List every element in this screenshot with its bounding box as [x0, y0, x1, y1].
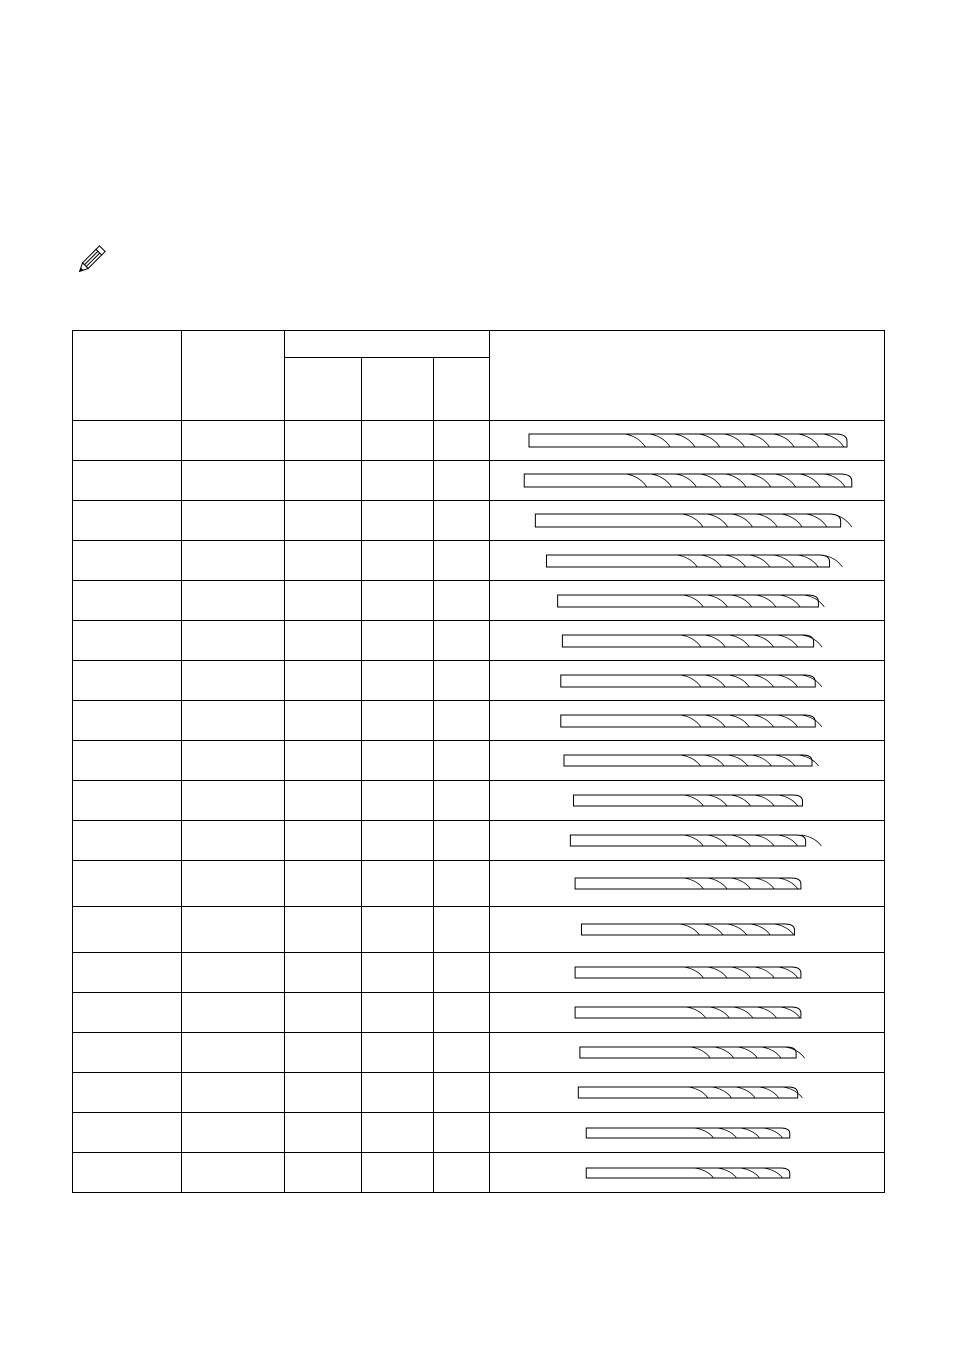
drill-bit-body [529, 434, 847, 447]
table-cell [434, 501, 490, 541]
table-cell [182, 781, 285, 821]
table-row [73, 461, 885, 501]
table-cell [73, 907, 182, 953]
table-cell [73, 861, 182, 907]
table-cell [434, 421, 490, 461]
drill-bit-body [578, 1087, 797, 1098]
drill-bit-cell [490, 701, 885, 741]
drill-bit-body [570, 835, 805, 846]
table-cell [182, 907, 285, 953]
table-row [73, 1113, 885, 1153]
table-cell [434, 1073, 490, 1113]
drill-bit-cell [490, 861, 885, 907]
drill-bit-cell [490, 461, 885, 501]
drill-bit-icon [490, 1113, 884, 1152]
table-row [73, 1073, 885, 1113]
drill-bit-body [586, 1128, 790, 1138]
column-subheader [362, 358, 434, 421]
drill-bit-cell [490, 907, 885, 953]
table-cell [362, 907, 434, 953]
drill-bit-icon [490, 461, 884, 500]
table-cell [182, 953, 285, 993]
table-cell [285, 1073, 362, 1113]
drill-bit-cell [490, 421, 885, 461]
table-cell [362, 621, 434, 661]
drill-bit-cell [490, 821, 885, 861]
drill-bit-body [535, 514, 840, 527]
table-cell [362, 1113, 434, 1153]
table-row [73, 861, 885, 907]
table-cell [73, 501, 182, 541]
table-cell [73, 701, 182, 741]
table-cell [182, 661, 285, 701]
drill-bit-cell [490, 661, 885, 701]
table-cell [362, 861, 434, 907]
drill-bit-cell [490, 993, 885, 1033]
table-cell [362, 781, 434, 821]
column-group-header [285, 331, 490, 358]
table-cell [362, 1033, 434, 1073]
table-cell [434, 907, 490, 953]
table-cell [434, 741, 490, 781]
drill-bit-icon [490, 501, 884, 540]
drill-bit-icon [490, 953, 884, 992]
table-cell [285, 1153, 362, 1193]
drill-bit-icon [490, 621, 884, 660]
table-cell [285, 541, 362, 581]
table-row [73, 993, 885, 1033]
table-cell [362, 993, 434, 1033]
table-cell [285, 1113, 362, 1153]
table-row [73, 541, 885, 581]
column-subheader [285, 358, 362, 421]
table-row [73, 1033, 885, 1073]
drill-bit-table [72, 330, 885, 1193]
drill-bit-icon [490, 907, 884, 952]
table-cell [182, 581, 285, 621]
drill-bit-cell [490, 581, 885, 621]
table-cell [182, 741, 285, 781]
table-row [73, 701, 885, 741]
table-cell [362, 953, 434, 993]
table-cell [182, 1073, 285, 1113]
column-subheader [434, 358, 490, 421]
drill-bit-cell [490, 781, 885, 821]
table-cell [362, 741, 434, 781]
table-cell [434, 701, 490, 741]
table-cell [182, 541, 285, 581]
table-cell [285, 581, 362, 621]
table-cell [182, 993, 285, 1033]
table-cell [73, 541, 182, 581]
drill-bit-icon [490, 661, 884, 700]
table-cell [182, 501, 285, 541]
column-header [73, 331, 182, 421]
drill-bit-cell [490, 953, 885, 993]
drill-bit-body [547, 555, 830, 567]
drill-bit-icon [490, 1033, 884, 1072]
table-cell [285, 861, 362, 907]
table-cell [434, 461, 490, 501]
table-cell [285, 781, 362, 821]
table-cell [73, 621, 182, 661]
table-row [73, 907, 885, 953]
table-row [73, 781, 885, 821]
table-cell [434, 621, 490, 661]
table-cell [73, 781, 182, 821]
table-cell [182, 421, 285, 461]
drill-bit-icon [490, 541, 884, 580]
drill-bit-body [581, 924, 794, 935]
table-cell [362, 821, 434, 861]
table-cell [182, 621, 285, 661]
table-row [73, 821, 885, 861]
table-cell [73, 1153, 182, 1193]
table-cell [73, 1073, 182, 1113]
table-cell [285, 461, 362, 501]
table-cell [362, 1073, 434, 1113]
table-cell [434, 541, 490, 581]
drill-bit-icon [490, 741, 884, 780]
table-cell [182, 821, 285, 861]
table-cell [73, 461, 182, 501]
table-cell [285, 741, 362, 781]
drill-bit-body [524, 474, 852, 487]
table-row [73, 581, 885, 621]
drill-bit-icon [490, 993, 884, 1032]
table-cell [434, 953, 490, 993]
drill-bit-icon [490, 1073, 884, 1112]
table-cell [182, 1153, 285, 1193]
drill-bit-cell [490, 621, 885, 661]
table-cell [434, 821, 490, 861]
table-cell [362, 421, 434, 461]
table-cell [362, 661, 434, 701]
table-cell [285, 1033, 362, 1073]
table-cell [434, 1113, 490, 1153]
table-cell [362, 541, 434, 581]
drill-bit-body [580, 1047, 796, 1058]
table-cell [285, 621, 362, 661]
table-cell [362, 1153, 434, 1193]
drill-bit-cell [490, 1033, 885, 1073]
table-cell [362, 461, 434, 501]
table-cell [73, 821, 182, 861]
drill-bit-icon [490, 781, 884, 820]
table-cell [73, 661, 182, 701]
column-header [490, 331, 885, 421]
drill-bit-icon [490, 421, 884, 460]
drill-bit-cell [490, 1113, 885, 1153]
table-row [73, 621, 885, 661]
drill-bit-cell [490, 1153, 885, 1193]
drill-bit-body [574, 795, 803, 806]
table-cell [182, 701, 285, 741]
table-cell [362, 701, 434, 741]
drill-bit-body [575, 1007, 801, 1018]
table-cell [182, 1033, 285, 1073]
table-cell [73, 1113, 182, 1153]
table-row [73, 741, 885, 781]
table-cell [285, 907, 362, 953]
pencil-icon [74, 243, 108, 277]
table-row [73, 661, 885, 701]
table-cell [182, 461, 285, 501]
drill-bit-body [575, 878, 801, 889]
drill-bit-icon [490, 581, 884, 620]
drill-bit-cell [490, 1073, 885, 1113]
drill-bit-icon [490, 861, 884, 906]
table-cell [285, 993, 362, 1033]
table-cell [434, 1033, 490, 1073]
table-cell [285, 421, 362, 461]
table-cell [285, 953, 362, 993]
table-cell [285, 501, 362, 541]
table-cell [434, 993, 490, 1033]
table-cell [434, 581, 490, 621]
table-cell [182, 861, 285, 907]
table-cell [362, 501, 434, 541]
drill-bit-icon [490, 821, 884, 860]
table-cell [73, 1033, 182, 1073]
table-cell [73, 581, 182, 621]
table-cell [434, 661, 490, 701]
drill-bit-body [586, 1168, 790, 1178]
table-cell [434, 781, 490, 821]
drill-bit-cell [490, 741, 885, 781]
drill-bit-cell [490, 541, 885, 581]
table-cell [285, 701, 362, 741]
table-row [73, 501, 885, 541]
table-row [73, 421, 885, 461]
drill-bit-icon [490, 701, 884, 740]
drill-bit-icon [490, 1153, 884, 1192]
table-cell [434, 861, 490, 907]
drill-bit-body [575, 967, 801, 978]
table-cell [434, 1153, 490, 1193]
table-row [73, 953, 885, 993]
drill-bit-body [558, 595, 819, 607]
table-cell [73, 953, 182, 993]
table-cell [73, 741, 182, 781]
table-cell [73, 421, 182, 461]
table-cell [362, 581, 434, 621]
drill-bit-cell [490, 501, 885, 541]
table-cell [182, 1113, 285, 1153]
column-header [182, 331, 285, 421]
table-cell [285, 821, 362, 861]
table-cell [73, 993, 182, 1033]
table-cell [285, 661, 362, 701]
table-row [73, 1153, 885, 1193]
